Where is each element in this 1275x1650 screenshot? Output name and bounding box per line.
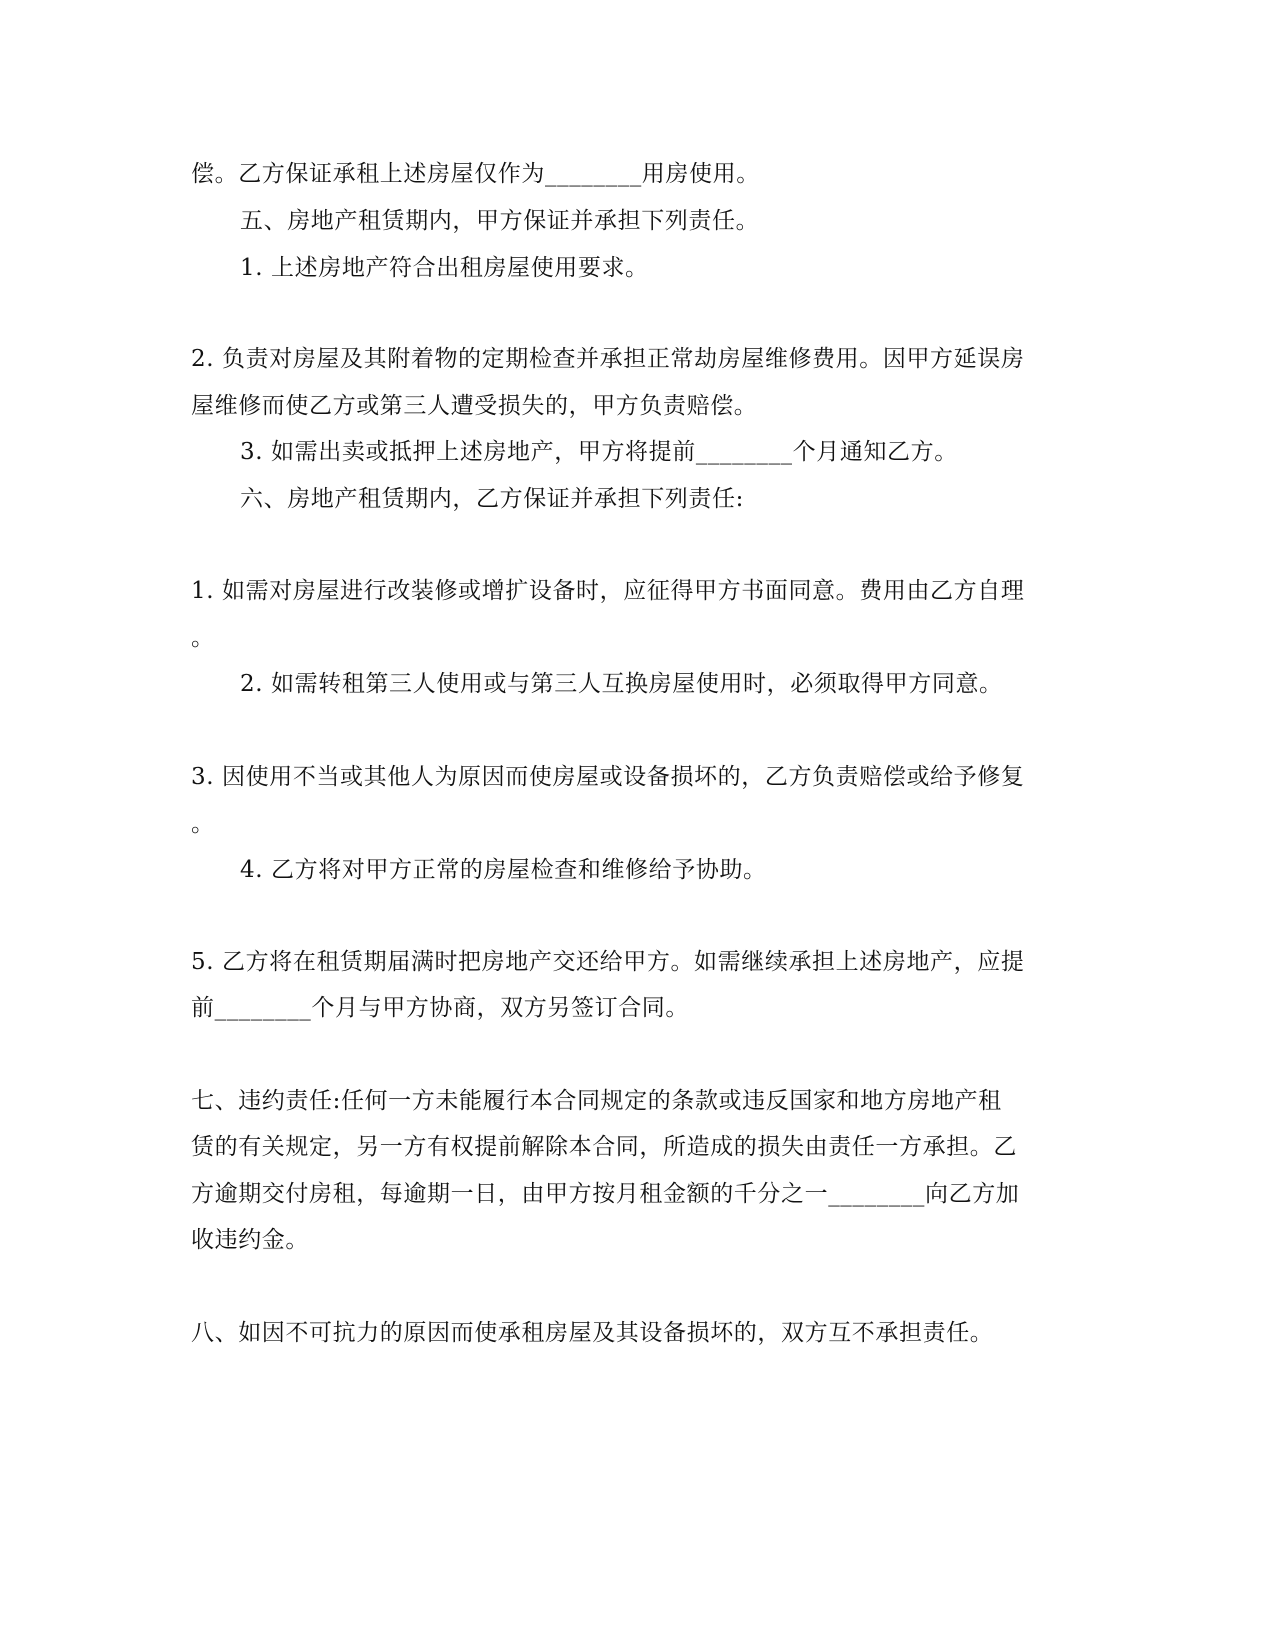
section-6-heading: 六、房地产租赁期内，乙方保证并承担下列责任:: [240, 486, 744, 512]
text-line-1: 偿。乙方保证承租上述房屋仅作为________用房使用。: [191, 161, 760, 187]
section-5-item-2-line-2: 屋维修而使乙方或第三人遭受损失的，甲方负责赔偿。: [191, 393, 758, 419]
section-6-item-1-line-1: 1. 如需对房屋进行改装修或增扩设备时，应征得甲方书面同意。费用由乙方自理: [191, 578, 1025, 604]
section-6-item-2: 2. 如需转租第三人使用或与第三人互换房屋使用时，必须取得甲方同意。: [240, 671, 1003, 697]
section-6-item-3-line-2: 。: [191, 811, 215, 837]
section-5-heading: 五、房地产租赁期内，甲方保证并承担下列责任。: [240, 208, 760, 234]
section-7-line-2: 赁的有关规定，另一方有权提前解除本合同，所造成的损失由责任一方承担。乙: [191, 1134, 1017, 1160]
section-5-item-1: 1. 上述房地产符合出租房屋使用要求。: [240, 255, 649, 281]
section-6-item-5-line-2: 前________个月与甲方协商，双方另签订合同。: [191, 995, 689, 1021]
section-6-item-3-line-1: 3. 因使用不当或其他人为原因而使房屋或设备损坏的，乙方负责赔偿或给予修复: [191, 764, 1025, 790]
section-7-line-1: 七、违约责任:任何一方未能履行本合同规定的条款或违反国家和地方房地产租: [191, 1088, 1002, 1114]
section-6-item-1-line-2: 。: [191, 625, 215, 651]
section-7-line-4: 收违约金。: [191, 1227, 309, 1253]
section-6-item-4: 4. 乙方将对甲方正常的房屋检查和维修给予协助。: [240, 857, 767, 883]
section-6-item-5-line-1: 5. 乙方将在租赁期届满时把房地产交还给甲方。如需继续承担上述房地产，应提: [191, 949, 1025, 975]
section-5-item-2-line-1: 2. 负责对房屋及其附着物的定期检查并承担正常劫房屋维修费用。因甲方延误房: [191, 346, 1025, 372]
section-7-line-3: 方逾期交付房租，每逾期一日，由甲方按月租金额的千分之一________向乙方加: [191, 1181, 1020, 1207]
section-5-item-3: 3. 如需出卖或抵押上述房地产，甲方将提前________个月通知乙方。: [240, 439, 958, 465]
section-8-line-1: 八、如因不可抗力的原因而使承租房屋及其设备损坏的，双方互不承担责任。: [191, 1320, 994, 1346]
